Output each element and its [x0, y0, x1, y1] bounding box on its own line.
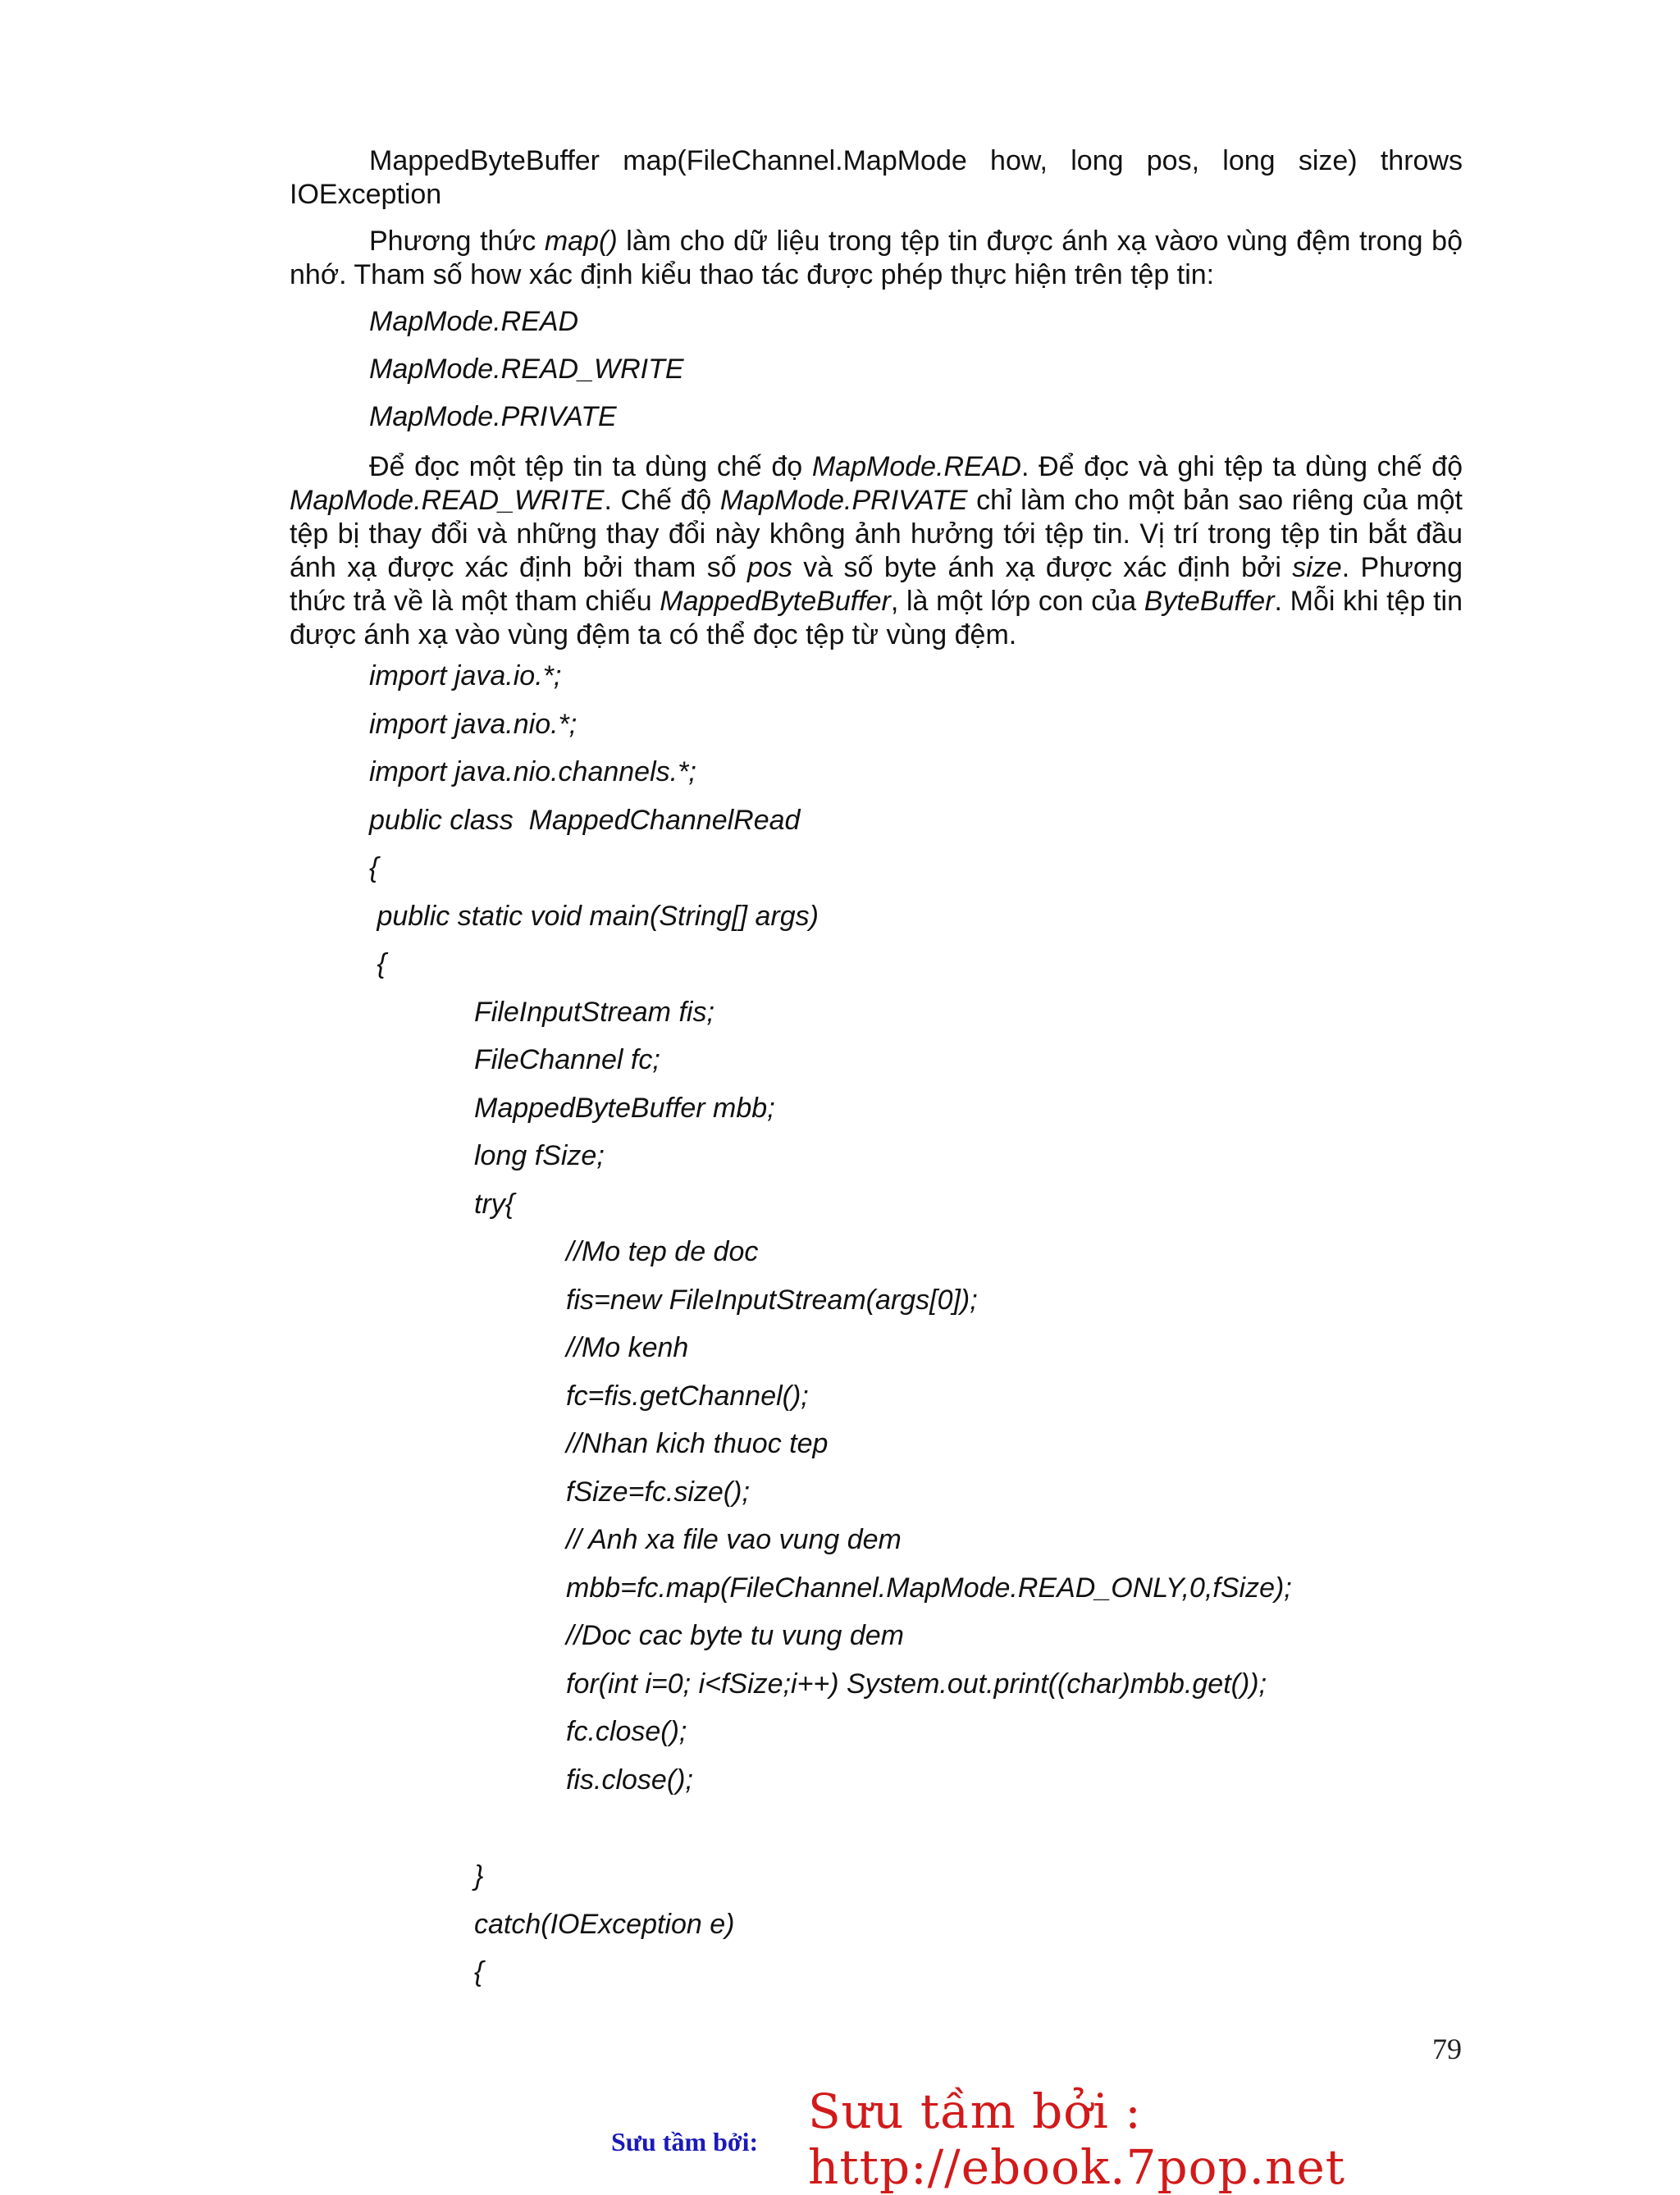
para2-term-private: MapMode.PRIVATE — [719, 485, 968, 516]
code-line: import java.nio.channels.*; — [369, 756, 696, 787]
para2-term-read: MapMode.READ — [811, 451, 1021, 482]
footer-credit-label: Sưu tầm bởi: — [611, 2127, 759, 2156]
para2-term-pos: pos — [747, 552, 792, 583]
para2-text-d: chỉ làm cho một bản sao riêng của một tệp bị thay đổi và những thay đổi này không ảnh hưởng tới tệp tin. Vị trí trong tệp tin bắt đầu ánh xạ được xác định bởi tham số — [290, 485, 1463, 583]
code-line: //Doc cac byte tu vung dem — [566, 1620, 904, 1651]
code-line: fc.close(); — [566, 1716, 687, 1747]
code-line: fis=new FileInputStream(args[0]); — [566, 1285, 978, 1316]
para1-text-a: Phương thức — [369, 226, 545, 257]
code-line: for(int i=0; i<fSize;i++) System.out.print((char)mbb.get()); — [566, 1668, 1267, 1700]
para1-text-b: làm cho dữ liệu trong tệp tin được ánh xạ vàơo vùng đệm trong bộ nhớ. Tham số how xác định kiểu thao tác được phép thực hiện trên tệp tin: — [290, 226, 1463, 290]
code-line: mbb=fc.map(FileChannel.MapMode.READ_ONLY,0,fSize); — [566, 1572, 1292, 1604]
code-line: import java.nio.*; — [369, 709, 578, 740]
code-line: fSize=fc.size(); — [566, 1476, 750, 1508]
method-signature — [290, 144, 1463, 212]
code-line: public static void main(String[] args) — [369, 901, 819, 932]
mode-read: MapMode.READ — [369, 306, 579, 337]
code-line: { — [369, 852, 379, 883]
code-line: fc=fis.getChannel(); — [566, 1380, 809, 1412]
paragraph-map-modes — [290, 450, 1463, 652]
mode-private: MapMode.PRIVATE — [369, 401, 617, 432]
paragraph-map-description — [290, 225, 1463, 292]
para2-term-bytebuffer: ByteBuffer — [1144, 586, 1275, 617]
code-line: } — [474, 1860, 484, 1892]
para2-text-f: . Phương thức trả về là một tham chiếu — [290, 552, 1463, 617]
para2-text-h: . Mỗi khi tệp tin được ánh xạ vào vùng đệm ta có thể đọc tệp từ vùng đệm. — [290, 586, 1463, 650]
code-line: long fSize; — [474, 1140, 605, 1171]
code-line: fis.close(); — [566, 1764, 693, 1796]
para2-term-mappedbytebuffer: MappedByteBuffer — [660, 586, 891, 617]
mode-read-write: MapMode.READ_WRITE — [369, 354, 684, 385]
para2-text-g: , là một lớp con của — [890, 586, 1144, 617]
code-line: // Anh xa file vao vung dem — [566, 1524, 902, 1555]
code-line: //Nhan kich thuoc tep — [566, 1428, 829, 1459]
para2-text-e: và số byte ánh xạ được xác định bởi — [792, 552, 1293, 583]
para2-term-size: size — [1292, 552, 1342, 583]
code-line: //Mo kenh — [566, 1332, 689, 1363]
code-line: FileChannel fc; — [474, 1044, 660, 1075]
code-line: //Mo tep de doc — [566, 1236, 759, 1267]
code-line: catch(IOException e) — [474, 1909, 735, 1940]
code-line: { — [369, 948, 386, 979]
code-line: MappedByteBuffer mbb; — [474, 1093, 775, 1124]
code-line: import java.io.*; — [369, 660, 562, 691]
signature-line-1: MappedByteBuffer map(FileChannel.MapMode how, long pos, long size) throws — [369, 145, 1463, 176]
code-line: try{ — [474, 1189, 515, 1220]
para2-text-a: Để đọc một tệp tin ta dùng chế đọ — [369, 451, 812, 482]
para2-text-b: . Để đọc và ghi tệp ta dùng chế độ — [1020, 451, 1463, 482]
code-line: public class MappedChannelRead — [369, 805, 801, 836]
para1-map-term: map() — [544, 226, 618, 257]
para2-term-read-write: MapMode.READ_WRITE — [290, 485, 605, 516]
para2-text-c: . Chế độ — [604, 485, 720, 516]
page-number: 79 — [1432, 2033, 1462, 2065]
code-line: { — [474, 1956, 484, 1987]
footer-watermark: Sưu tầm bởi : http://ebook.7pop.net — [808, 2083, 1346, 2195]
signature-line-2: IOException — [290, 179, 442, 210]
code-line: FileInputStream fis; — [474, 997, 714, 1028]
